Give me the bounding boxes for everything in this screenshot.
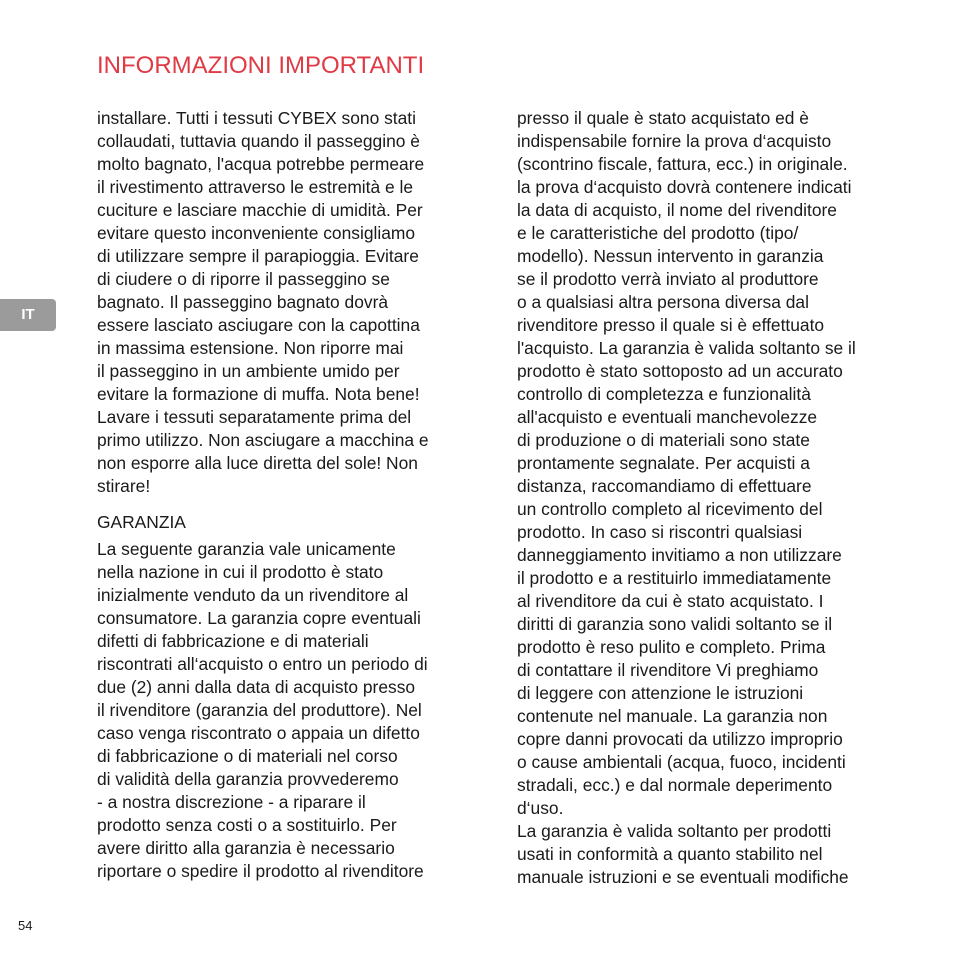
language-tab: IT bbox=[0, 299, 56, 331]
right-column bbox=[517, 107, 903, 889]
care-instructions-paragraph: installare. Tutti i tessuti CYBEX sono stati collaudati, tuttavia quando il passeggino è molto bagnato, l'acqua potrebbe permeare il rivestimento attraverso le estremità e le cuciture e lasciare macchie di umidità. Per evitare questo inconveniente consigliamo di utilizzare sempre il parapioggia. Evitare di ciudere o di riporre il passeggino se bagnato. Il passeggino bagnato dovrà essere lasciato asciugare con la capottina in massima estensione. Non riporre mai il passeggino in un ambiente umido per evitare la formazione di muffa. Nota bene! Lavare i tessuti separatamente prima del primo utilizzo. Non asciugare a macchina e non esporre alla luce diretta del sole! Non stirare! bbox=[97, 108, 429, 496]
warranty-conditions-paragraph: La garanzia è valida soltanto per prodotti usati in conformità a quanto stabilito nel manuale istruzioni e se eventuali modifiche bbox=[517, 821, 849, 887]
page-title: INFORMAZIONI IMPORTANTI bbox=[97, 52, 425, 79]
left-column bbox=[97, 107, 481, 883]
page-number: 54 bbox=[18, 918, 33, 933]
warranty-paragraph: La seguente garanzia vale unicamente nella nazione in cui il prodotto è stato inizialmente venduto da un rivenditore al consumatore. La garanzia copre eventuali difetti di fabbricazione e di materiali riscontrati all‘acquisto o entro un periodo di due (2) anni dalla data di acquisto presso il rivenditore (garanzia del produttore). Nel caso venga riscontrato o appaia un difetto di fabbricazione o di materiali nel corso di validità della garanzia provvederemo - a nostra discrezione - a riparare il prodotto senza costi o a sostituirlo. Per avere diritto alla garanzia è necessario riportare o spedire il prodotto al rivenditore bbox=[97, 539, 428, 881]
warranty-continued-paragraph: presso il quale è stato acquistato ed è indispensabile fornire la prova d‘acquisto (scontrino fiscale, fattura, ecc.) in originale. la prova d‘acquisto dovrà contenere indicati la data di acquisto, il nome del rivenditore e le caratteristiche del prodotto (tipo/ modello). Nessun intervento in garanzia se il prodotto verrà inviato al produttore o a qualsiasi altra persona diversa dal rivenditore presso il quale si è effettuato l'acquisto. La garanzia è valida soltanto se il prodotto è stato sottoposto ad un accurato controllo di completezza e funzionalità all'acquisto e eventuali manchevolezze di produzione o di materiali sono state prontamente segnalate. Per acquisti a distanza, raccomandiamo di effettuare un controllo completo al ricevimento del prodotto. In caso si riscontri qualsiasi danneggiamento invitiamo a non utilizzare il prodotto e a restituirlo immediatamente al rivenditore da cui è stato acquistato. I diritti di garanzia sono validi soltanto se il prodotto è reso pulito e completo. Prima di contattare il rivenditore Vi preghiamo di leggere con attenzione le istruzioni contenute nel manuale. La garanzia non copre danni provocati da utilizzo improprio o cause ambientali (acqua, fuoco, incidenti stradali, ecc.) e dal normale deperimento d‘uso. bbox=[517, 108, 856, 818]
warranty-heading: GARANZIA bbox=[97, 512, 186, 532]
